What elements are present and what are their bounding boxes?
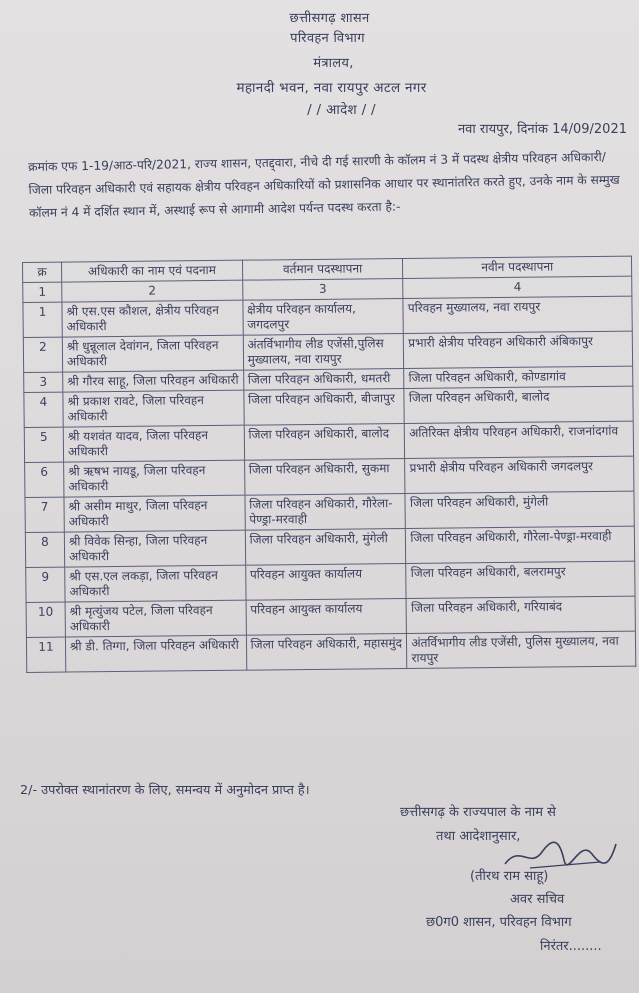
officer-cell: श्री विवेक सिन्हा, जिला परिवहन अधिकारी	[64, 530, 245, 567]
current-posting-cell: जिला परिवहन अधिकारी, धमतरी	[243, 369, 404, 391]
column-number: 4	[403, 276, 632, 298]
officer-cell: श्री प्रकाश रावटे, जिला परिवहन अधिकारी	[63, 390, 244, 427]
header-new-posting: नवीन पदस्थापना	[403, 256, 632, 278]
gov-heading: छत्तीसगढ़ शासन	[289, 11, 370, 26]
serial-cell: 1	[23, 302, 62, 337]
serial-cell: 4	[24, 392, 63, 427]
header-current-posting: वर्तमान पदस्थापना	[242, 259, 403, 281]
intro-paragraph: क्रमांक एफ 1-19/आठ-परि/2021, राज्य शासन, एतद्द्वारा, नीचे दी गई सारणी के कॉलम नं 3 में पदस्थ क्षेत्रीय परिवहन अधिकारी/जिला परिवहन अधिकारी एवं सहायक क्षेत्रीय परिवहन अधिकारियों को प्रशासनिक आधार पर स्थानांतरित करते हुए, उनके नाम के सम्मुख कॉलम नं 4 में दर्शित स्थान में, अस्थाई रूप से आगामी आदेश पर्यन्त पदस्थ करता है:-	[28, 149, 620, 220]
new-posting-cell: प्रभारी क्षेत्रीय परिवहन अधिकारी अंबिकापुर	[404, 331, 633, 368]
order-title: / / आदेश / /	[307, 102, 376, 118]
serial-cell: 5	[24, 427, 63, 462]
current-posting-cell: जिला परिवहन अधिकारी, गौरेला-पेण्ड्रा-मरवाही	[245, 493, 406, 530]
serial-cell: 2	[23, 337, 62, 372]
signatory-department: छ0ग0 शासन, परिवहन विभाग	[426, 915, 572, 930]
new-posting-cell: अंतर्विभागीय लीड एजेंसी, पुलिस मुख्यालय, नवा रायपुर	[407, 631, 636, 668]
continuation-note: निरंतर........	[540, 939, 602, 954]
new-posting-cell: जिला परिवहन अधिकारी, बलरामपुर	[406, 561, 635, 598]
column-number: 1	[23, 282, 62, 302]
ministry-heading: मंत्रालय,	[313, 56, 354, 71]
header-officer: अधिकारी का नाम एवं पदनाम	[61, 260, 242, 282]
address-heading: महानदी भवन, नवा रायपुर अटल नगर	[236, 80, 427, 96]
serial-cell: 9	[26, 567, 65, 602]
signature-authority-line: छत्तीसगढ़ के राज्यपाल के नाम से	[400, 805, 556, 820]
new-posting-cell: प्रभारी क्षेत्रीय परिवहन अधिकारी जगदलपुर	[405, 456, 634, 493]
current-posting-cell: परिवहन आयुक्त कार्यालय	[245, 563, 406, 600]
signatory-name: (तीरथ राम साहू)	[470, 869, 549, 884]
header-serial: क्र	[23, 262, 62, 282]
new-posting-cell: जिला परिवहन अधिकारी, गौरेला-पेण्ड्रा-मरवाही	[406, 526, 635, 563]
officer-cell: श्री असीम माथुर, जिला परिवहन अधिकारी	[64, 495, 245, 532]
order-date: नवा रायपुर, दिनांक 14/09/2021	[457, 122, 627, 137]
serial-cell: 10	[26, 602, 65, 637]
officer-cell: श्री एस.एस कौशल, क्षेत्रीय परिवहन अधिकारी	[62, 300, 243, 337]
approval-paragraph: 2/- उपरोक्त स्थानांतरण के लिए, समन्वय में अनुमोदन प्राप्त है।	[20, 783, 310, 798]
officer-cell: श्री धुन्नूलाल देवांगन, जिला परिवहन अधिकारी	[62, 335, 243, 372]
current-posting-cell: जिला परिवहन अधिकारी, बालोद	[244, 424, 405, 461]
officer-cell: श्री डी. तिग्गा, जिला परिवहन अधिकारी	[65, 635, 246, 672]
table-row	[26, 631, 635, 672]
new-posting-cell: जिला परिवहन अधिकारी, कोण्डागांव	[404, 366, 633, 388]
new-posting-cell: जिला परिवहन अधिकारी, मुंगेली	[405, 491, 634, 528]
officer-cell: श्री गौरव साहू, जिला परिवहन अधिकारी	[63, 370, 244, 392]
officer-cell: श्री मृत्युंजय पटेल, जिला परिवहन अधिकारी	[65, 600, 246, 637]
new-posting-cell: जिला परिवहन अधिकारी, बालोद	[404, 386, 633, 423]
transfer-table	[22, 256, 636, 673]
serial-cell: 7	[25, 497, 64, 532]
new-posting-cell: जिला परिवहन अधिकारी, गरियाबंद	[406, 596, 635, 633]
serial-cell: 8	[25, 532, 64, 567]
current-posting-cell: जिला परिवहन अधिकारी, बीजापुर	[243, 389, 404, 426]
officer-cell: श्री एस.एल लकड़ा, जिला परिवहन अधिकारी	[65, 565, 246, 602]
serial-cell: 11	[26, 637, 65, 672]
officer-cell: श्री यशवंत यादव, जिला परिवहन अधिकारी	[63, 425, 244, 462]
serial-cell: 3	[24, 372, 63, 392]
column-number: 3	[242, 279, 403, 301]
current-posting-cell: अंतर्विभागीय लीड एजेंसी,पुलिस मुख्यालय, नवा रायपुर	[243, 334, 404, 371]
serial-cell: 6	[25, 462, 64, 497]
signature-order-line: तथा आदेशानुसार,	[436, 829, 521, 844]
new-posting-cell: परिवहन मुख्यालय, नवा रायपुर	[403, 296, 632, 333]
current-posting-cell: क्षेत्रीय परिवहन कार्यालय, जगदलपुर	[243, 299, 404, 336]
column-number: 2	[62, 280, 243, 302]
new-posting-cell: अतिरिक्त क्षेत्रीय परिवहन अधिकारी, राजनांदगांव	[405, 421, 634, 458]
current-posting-cell: परिवहन आयुक्त कार्यालय	[246, 598, 407, 635]
officer-cell: श्री ऋषभ नायडू, जिला परिवहन अधिकारी	[64, 460, 245, 497]
signatory-designation: अवर सचिव	[510, 892, 565, 907]
current-posting-cell: जिला परिवहन अधिकारी, मुंगेली	[245, 528, 406, 565]
department-heading: परिवहन विभाग	[290, 31, 365, 46]
current-posting-cell: जिला परिवहन अधिकारी, सुकमा	[244, 459, 405, 496]
current-posting-cell: जिला परिवहन अधिकारी, महासमुंद	[246, 633, 407, 670]
